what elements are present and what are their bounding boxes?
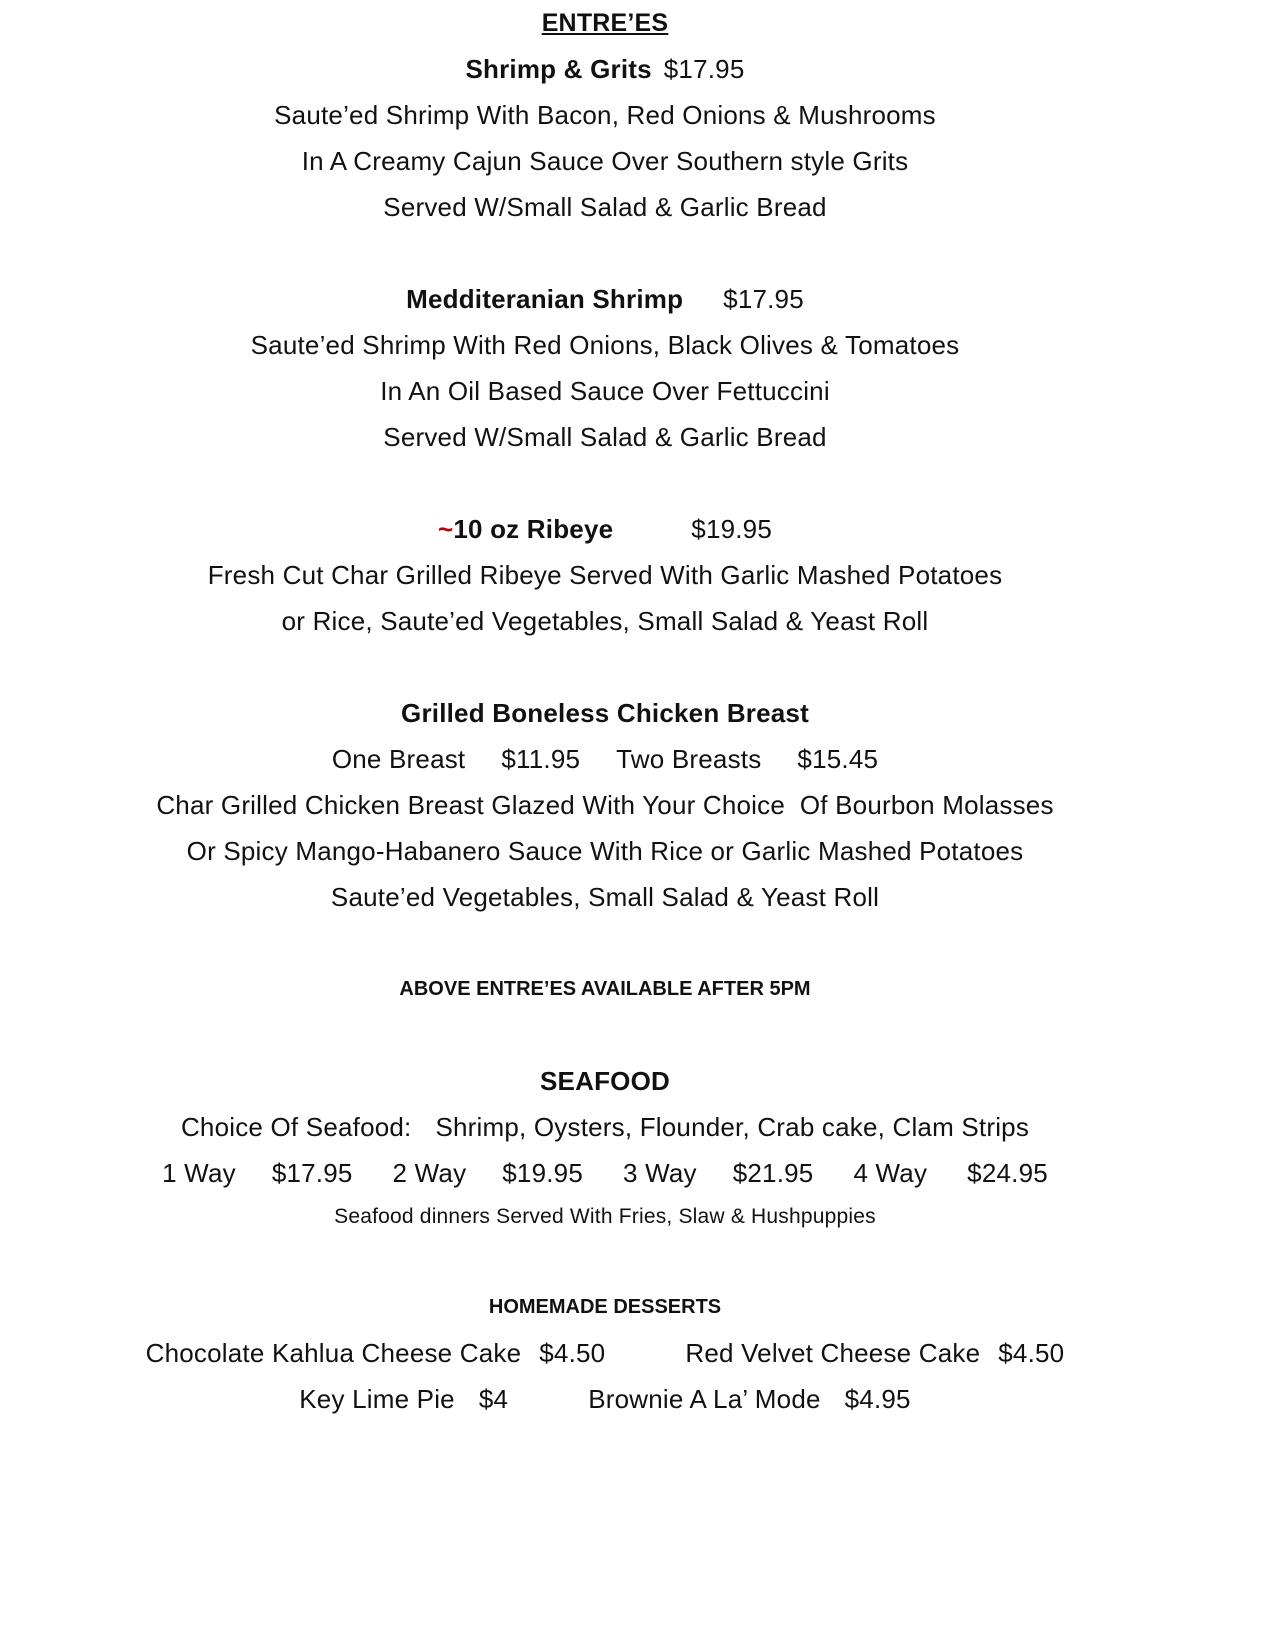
spacer: [583, 1175, 623, 1176]
seafood-choices: Shrimp, Oysters, Flounder, Crab cake, Clam Strips: [435, 1112, 1030, 1142]
menu-title: [75, 0, 1135, 46]
way-label: 4 Way: [853, 1158, 928, 1188]
spacer: [761, 761, 797, 762]
spacer: [411, 1129, 435, 1130]
way-price: $19.95: [502, 1158, 583, 1188]
dish-description-line: Saute’ed Vegetables, Small Salad & Yeast Roll: [330, 882, 880, 912]
spacer: [613, 531, 691, 532]
size-label: One Breast: [331, 744, 466, 774]
seafood-choice-label: Choice Of Seafood:: [180, 1112, 412, 1142]
way-label: 2 Way: [392, 1158, 467, 1188]
menu-page: [75, 0, 1135, 1422]
spacer: [466, 1175, 502, 1176]
spacer: [75, 460, 1135, 506]
desserts-heading: HOMEMADE DESSERTS: [488, 1296, 722, 1318]
dish-description-line: Served W/Small Salad & Garlic Bread: [383, 422, 827, 452]
red-tilde-mark: ~: [437, 514, 454, 544]
dessert-price: $4.95: [844, 1384, 911, 1414]
spacer: [821, 1401, 845, 1402]
chicken-sizes-line: [75, 736, 1135, 782]
size-price: $11.95: [501, 744, 581, 774]
size-price: $15.45: [797, 744, 879, 774]
spacer: [75, 230, 1135, 276]
way-label: 3 Way: [623, 1158, 697, 1188]
dish-name: Grilled Boneless Chicken Breast: [401, 698, 809, 728]
spacer: [353, 1175, 393, 1176]
dish-description-line: Fresh Cut Char Grilled Ribeye Served With Garlic Mashed Potatoes: [207, 560, 1003, 590]
dish-price: $17.95: [663, 54, 745, 84]
entree-heading-mediterranean-shrimp: [75, 276, 1135, 322]
spacer: [652, 71, 664, 72]
dessert-name: Key Lime Pie: [299, 1384, 455, 1414]
seafood-note: Seafood dinners Served With Fries, Slaw & Hushpuppies: [334, 1205, 876, 1228]
entree-heading-shrimp-grits: [75, 46, 1135, 92]
dish-description-line: or Rice, Saute’ed Vegetables, Small Salad & Yeast Roll: [281, 606, 929, 636]
way-label: 1 Way: [162, 1158, 236, 1188]
dish-description-line: In An Oil Based Sauce Over Fettuccini: [380, 376, 830, 406]
menu-title-text: ENTRE’ES: [541, 9, 669, 37]
spacer: [927, 1175, 967, 1176]
spacer: [697, 1175, 733, 1176]
dessert-price: $4.50: [539, 1338, 606, 1368]
spacer: [455, 1401, 479, 1402]
dish-description-line: In A Creamy Cajun Sauce Over Southern style Grits: [301, 146, 909, 176]
seafood-choice-line: [75, 1104, 1135, 1150]
dish-description-line: Or Spicy Mango-Habanero Sauce With Rice or Garlic Mashed Potatoes: [186, 836, 1024, 866]
spacer: [580, 761, 616, 762]
entree-heading-chicken-breast: [75, 690, 1135, 736]
dessert-name: Brownie A La’ Mode: [588, 1384, 821, 1414]
dessert-price: $4: [478, 1384, 509, 1414]
dessert-name: Red Velvet Cheese Cake: [685, 1338, 981, 1368]
seafood-heading: SEAFOOD: [540, 1066, 670, 1096]
spacer: [75, 1238, 1135, 1284]
spacer: [75, 920, 1135, 966]
size-label: Two Breasts: [616, 744, 762, 774]
dessert-price: $4.50: [998, 1338, 1065, 1368]
spacer: [236, 1175, 272, 1176]
way-price: $24.95: [967, 1158, 1048, 1188]
dish-name: Medditeranian Shrimp: [406, 284, 684, 314]
way-price: $17.95: [271, 1158, 353, 1188]
desserts-row: [75, 1376, 1135, 1422]
spacer: [980, 1355, 998, 1356]
spacer: [508, 1401, 588, 1402]
way-price: $21.95: [732, 1158, 814, 1188]
spacer: [813, 1175, 853, 1176]
availability-notice: ABOVE ENTRE’ES AVAILABLE AFTER 5PM: [399, 978, 811, 1000]
dessert-name: Chocolate Kahlua Cheese Cake: [145, 1338, 522, 1368]
spacer: [605, 1355, 685, 1356]
dish-description-line: Saute’ed Shrimp With Red Onions, Black Olives & Tomatoes: [250, 330, 960, 360]
spacer: [75, 1012, 1135, 1058]
spacer: [75, 644, 1135, 690]
seafood-ways-line: [75, 1150, 1135, 1196]
dish-description-line: Served W/Small Salad & Garlic Bread: [383, 192, 827, 222]
dish-price: $17.95: [723, 284, 804, 314]
dish-description-line: Char Grilled Chicken Breast Glazed With Your Choice Of Bourbon Molasses: [156, 790, 1054, 820]
dish-description-line: Saute’ed Shrimp With Bacon, Red Onions & Mushrooms: [274, 100, 936, 130]
desserts-row: [75, 1330, 1135, 1376]
dish-name: 10 oz Ribeye: [453, 514, 614, 544]
spacer: [465, 761, 501, 762]
dish-name: Shrimp & Grits: [465, 54, 652, 84]
entree-heading-ribeye: [75, 506, 1135, 552]
spacer: [521, 1355, 539, 1356]
dish-price: $19.95: [691, 514, 773, 544]
spacer: [683, 301, 723, 302]
